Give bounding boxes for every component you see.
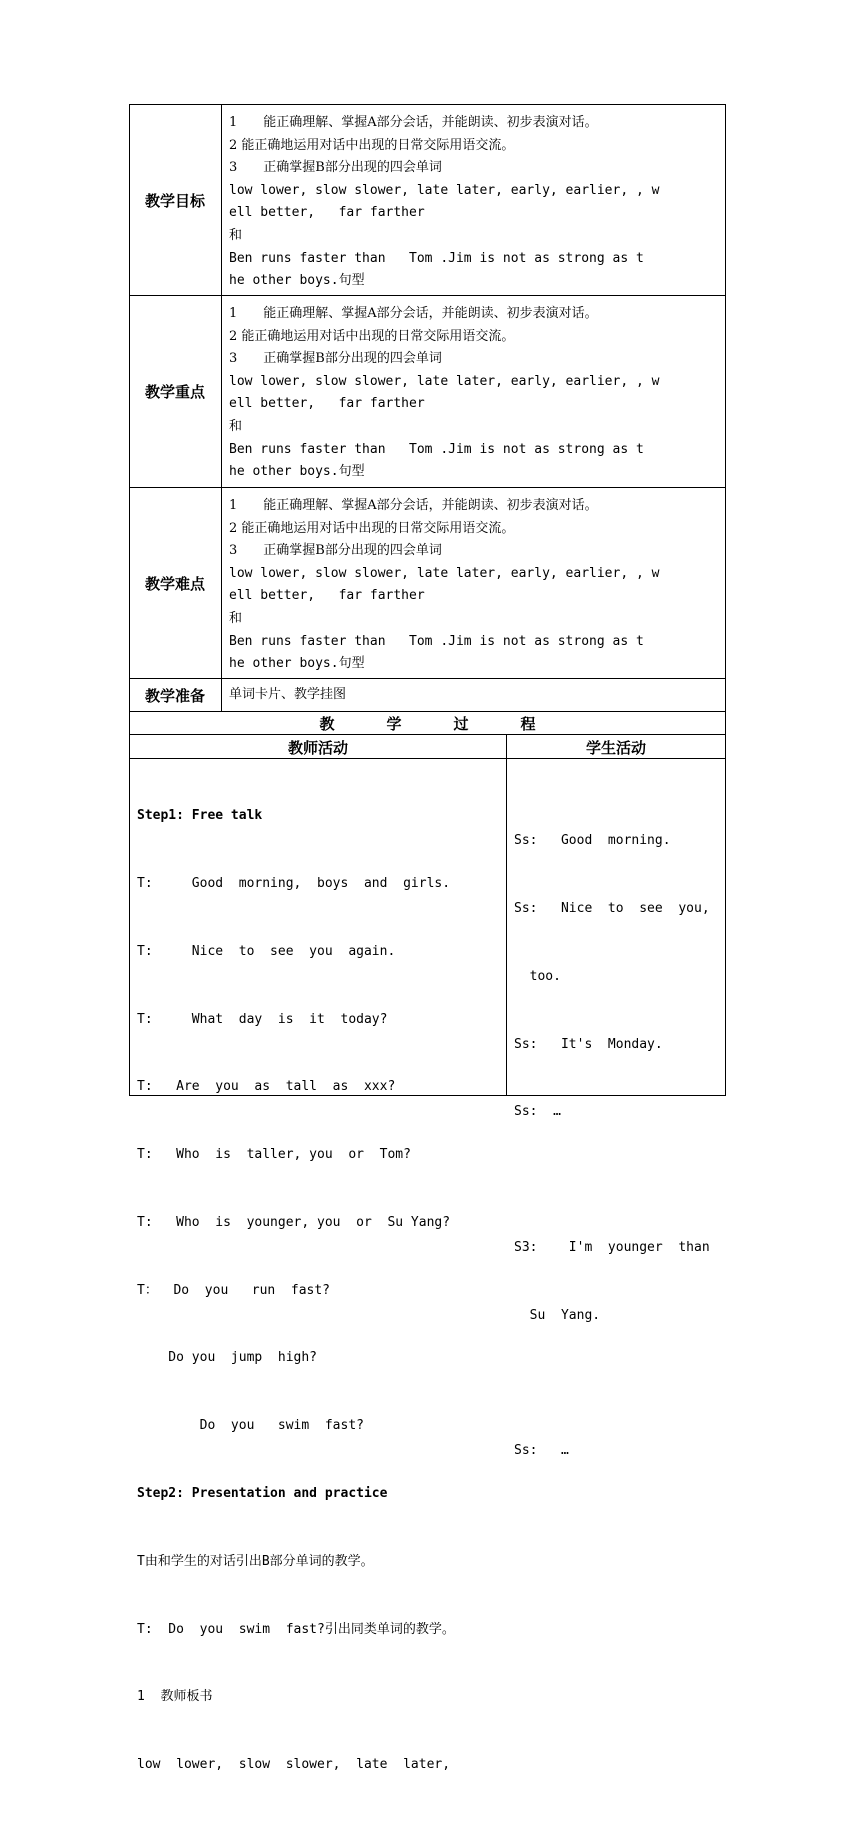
teacher-activity-content: Step1: Free talk T: Good morning, boys and girls. T: Nice to see you again. T: What day is it today? T: Are you as tall as xxx? T: Who is taller, you or Tom? T: Who is younger, you or Su Yang? T： Do you run fast? Do you jump high? Do you swim fast? Step2: Presentation and practice T由和学生的对话引出B部分单词的教学。 T: Do you swim fast?引出同类单词的教学。 1 教师板书 low lower, slow slower, late later, (137, 808, 455, 1773)
row-label-objectives: 教学目标 (144, 192, 205, 210)
preparation-content: 单词卡片、教学挂图 (229, 687, 347, 702)
difficulties-content: 1 能正确理解、掌握A部分会话，并能朗读、初步表演对话。 2 能正确地运用对话中出现的日常交际用语交流。 3 正确掌握B部分出现的四会单词 low lower, slow slower, late later, early, earlier, , w ell better, far farther 和 Ben runs faster than Tom .Jim is not as strong as t he other boys.句型 (229, 498, 660, 672)
student-activity-header: 学生活动 (585, 739, 646, 757)
teacher-activity-header: 教师活动 (287, 739, 348, 757)
key-points-content: 1 能正确理解、掌握A部分会话，并能朗读、初步表演对话。 2 能正确地运用对话中出现的日常交际用语交流。 3 正确掌握B部分出现的四会单词 low lower, slow slower, late later, early, earlier, , w ell better, far farther 和 Ben runs faster than Tom .Jim is not as strong as t he other boys.句型 (229, 306, 660, 480)
row-label-difficulties: 教学难点 (144, 575, 205, 593)
student-activity-content: Ss: Good morning. Ss: Nice to see you, too. Ss: It's Monday. Ss: … S3: I'm younger than Su Yang. Ss: … (514, 833, 710, 1459)
row-divider (129, 758, 726, 759)
label-column-divider (221, 104, 222, 711)
process-title: 教 学 过 程 (319, 715, 536, 733)
row-label-key-points: 教学重点 (144, 383, 205, 401)
objectives-content: 1 能正确理解、掌握A部分会话，并能朗读、初步表演对话。 2 能正确地运用对话中出现的日常交际用语交流。 3 正确掌握B部分出现的四会单词 low lower, slow slower, late later, early, earlier, , w ell better, far farther 和 Ben runs faster than Tom .Jim is not as strong as t he other boys.句型 (229, 115, 660, 289)
row-divider (129, 295, 726, 296)
row-divider (129, 678, 726, 679)
row-divider (129, 487, 726, 488)
row-divider (129, 711, 726, 712)
row-divider (129, 734, 726, 735)
row-label-preparation: 教学准备 (144, 687, 205, 705)
activity-column-divider (506, 734, 507, 1096)
